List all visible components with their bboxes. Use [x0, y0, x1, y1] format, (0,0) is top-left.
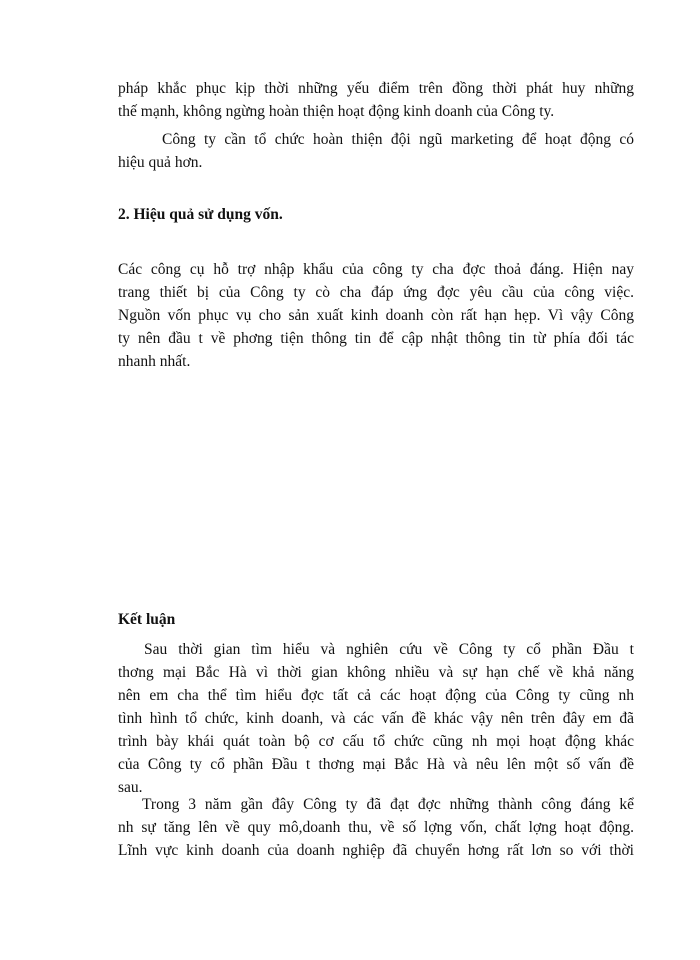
text-line: ty nên đầu t về phơng tiện thông tin để cập nhật thông tin từ phía đối tác	[118, 330, 634, 347]
section-heading: 2. Hiệu quả sử dụng vốn.	[118, 206, 283, 223]
paragraph-intro	[118, 77, 634, 123]
paragraph-marketing	[118, 128, 634, 174]
text-line: Lĩnh vực kinh doanh của doanh nghiệp đã chuyển hơng rất lơn so với thời	[118, 842, 634, 859]
text-line: của Công ty cổ phần Đầu t thơng mại Bắc Hà và nêu lên một số vấn đề	[118, 756, 634, 773]
text-line: sau.	[118, 779, 143, 796]
text-line: pháp khắc phục kịp thời những yếu điểm trên đồng thời phát huy những	[118, 80, 634, 97]
text-line: nên em cha thể tìm hiểu đợc tất cả các hoạt động của Công ty cũng nh	[118, 687, 634, 704]
text-line: Trong 3 năm gần đây Công ty đã đạt đợc những thành công đáng kể	[142, 796, 634, 813]
text-line: trình bày khái quát toàn bộ cơ cấu tổ chức cũng nh mọi hoạt động khác	[118, 733, 634, 750]
text-line: trang thiết bị của Công ty cò cha đáp ứng đợc yêu cầu của công việc.	[118, 284, 634, 301]
text-line: hiệu quả hơn.	[118, 154, 203, 171]
text-line: thế mạnh, không ngừng hoàn thiện hoạt động kinh doanh của Công ty.	[118, 103, 555, 120]
text-line: thơng mại Bắc Hà vì thời gian không nhiều và sự hạn chế về khả năng	[118, 664, 634, 681]
paragraph-capital	[118, 258, 634, 373]
text-line: Sau thời gian tìm hiểu và nghiên cứu về Công ty cổ phần Đầu t	[144, 641, 634, 658]
text-line: Nguồn vốn phục vụ cho sản xuất kinh doanh còn rất hạn hẹp. Vì vậy Công	[118, 307, 634, 324]
text-line: Công ty cần tổ chức hoàn thiện đội ngũ marketing để hoạt động có	[162, 131, 634, 148]
paragraph-growth	[118, 793, 634, 862]
text-line: Các công cụ hỗ trợ nhập khẩu của công ty cha đợc thoả đáng. Hiện nay	[118, 261, 634, 278]
conclusion-heading: Kết luận	[118, 611, 176, 628]
text-line: nh sự tăng lên về quy mô,doanh thu, về số lợng vốn, chất lợng hoạt động.	[118, 819, 634, 836]
paragraph-conclusion	[118, 638, 634, 799]
text-line: tình hình tổ chức, kinh doanh, và các vấn đề khác vậy nên trên đây em đã	[118, 710, 634, 727]
text-line: nhanh nhất.	[118, 353, 191, 370]
